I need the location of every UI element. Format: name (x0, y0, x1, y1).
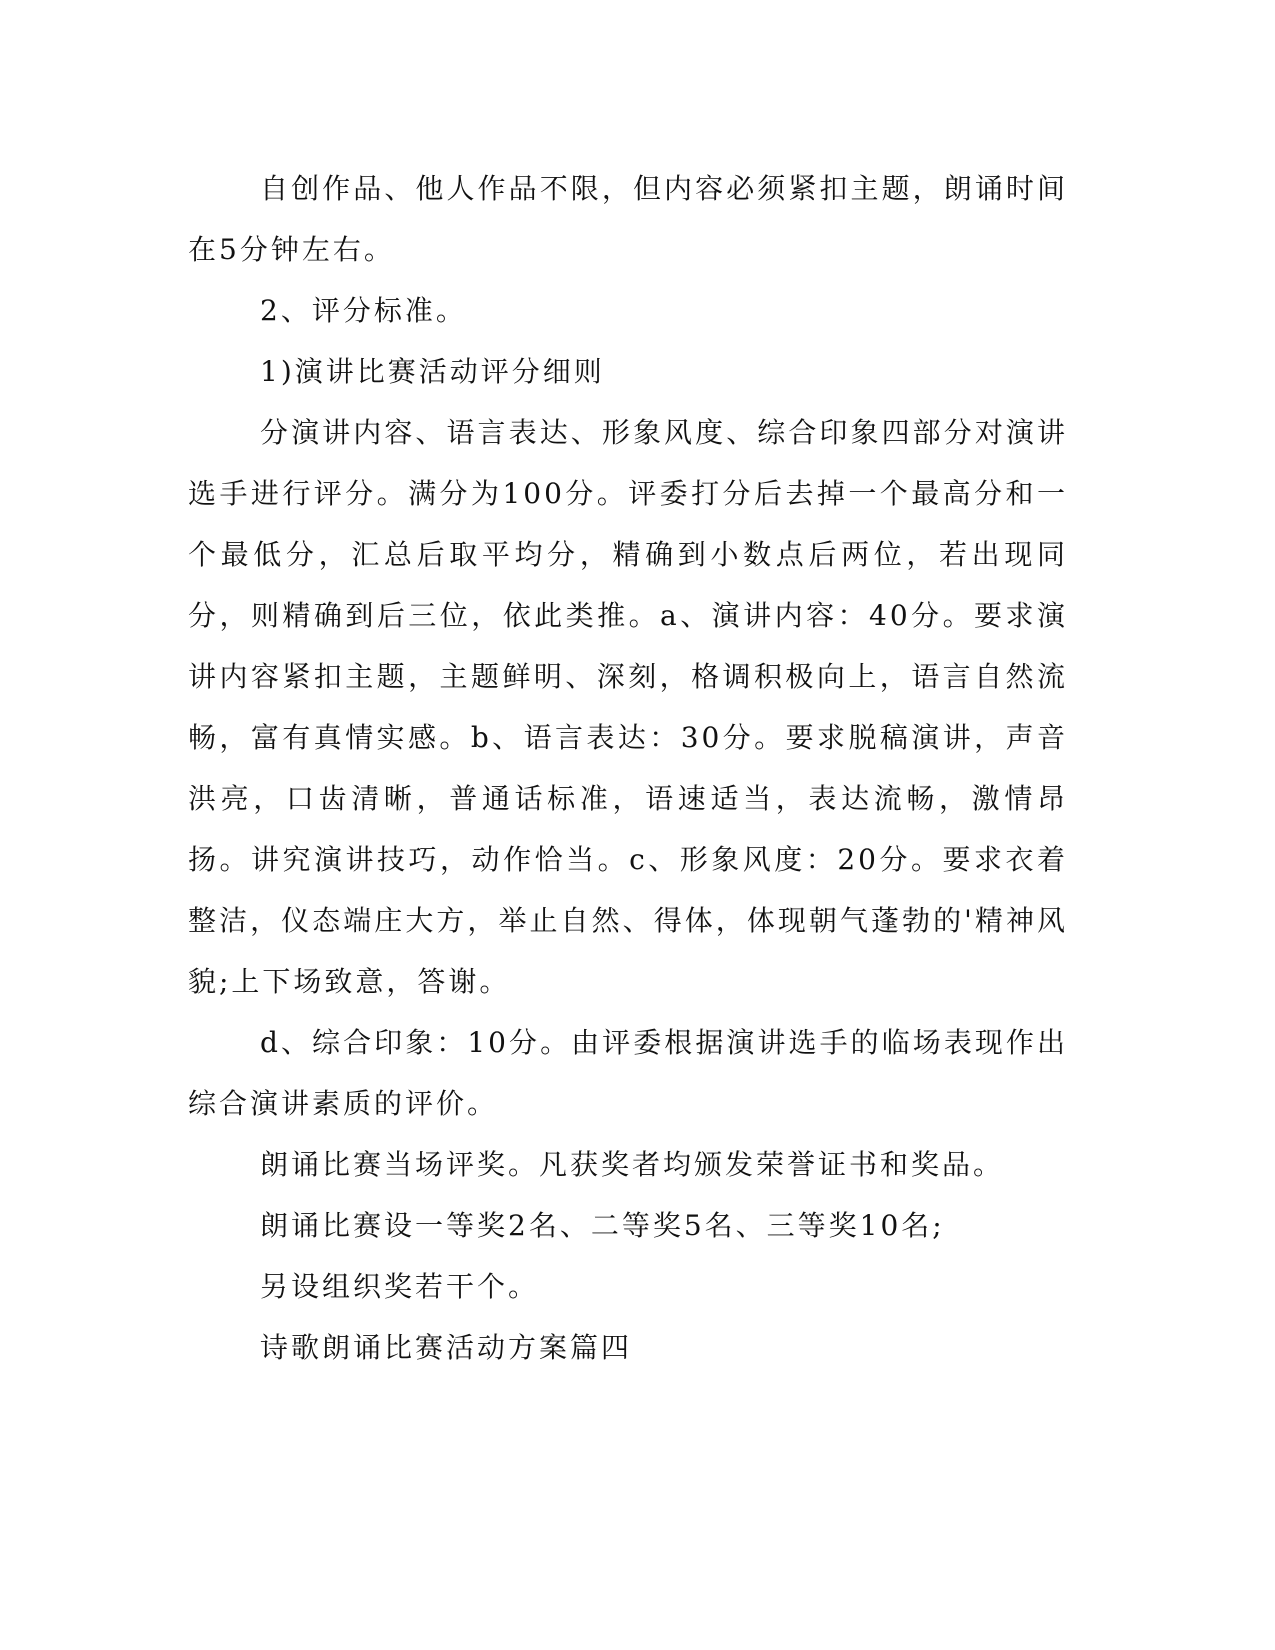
document-body (188, 158, 1068, 1378)
paragraph-work-requirements: 自创作品、他人作品不限，但内容必须紧扣主题，朗诵时间在5分钟左右。 (188, 172, 1068, 266)
paragraph-scoring-rules-heading: 1)演讲比赛活动评分细则 (260, 355, 605, 388)
paragraph-overall-impression: d、综合印象：10分。由评委根据演讲选手的临场表现作出综合演讲素质的评价。 (188, 1026, 1068, 1120)
paragraph-award-levels: 朗诵比赛设一等奖2名、二等奖5名、三等奖10名; (260, 1209, 945, 1242)
paragraph-organization-award: 另设组织奖若干个。 (260, 1270, 540, 1303)
paragraph-award-ceremony: 朗诵比赛当场评奖。凡获奖者均颁发荣誉证书和奖品。 (260, 1148, 1005, 1181)
paragraph-scoring-standard-heading: 2、评分标准。 (260, 294, 467, 327)
paragraph-section-title: 诗歌朗诵比赛活动方案篇四 (260, 1331, 633, 1364)
paragraph-scoring-details: 分演讲内容、语言表达、形象风度、综合印象四部分对演讲选手进行评分。满分为100分。评委打分后去掉一个最高分和一个最低分，汇总后取平均分，精确到小数点后两位，若出现同分，则精确到后三位，依此类推。a、演讲内容：40分。要求演讲内容紧扣主题，主题鲜明、深刻，格调积极向上，语言自然流畅，富有真情实感。b、语言表达：30分。要求脱稿演讲，声音洪亮，口齿清晰，普通话标准，语速适当，表达流畅，激情昂扬。讲究演讲技巧，动作恰当。c、形象风度：20分。要求衣着整洁，仪态端庄大方，举止自然、得体，体现朝气蓬勃的'精神风貌;上下场致意，答谢。 (188, 416, 1068, 998)
